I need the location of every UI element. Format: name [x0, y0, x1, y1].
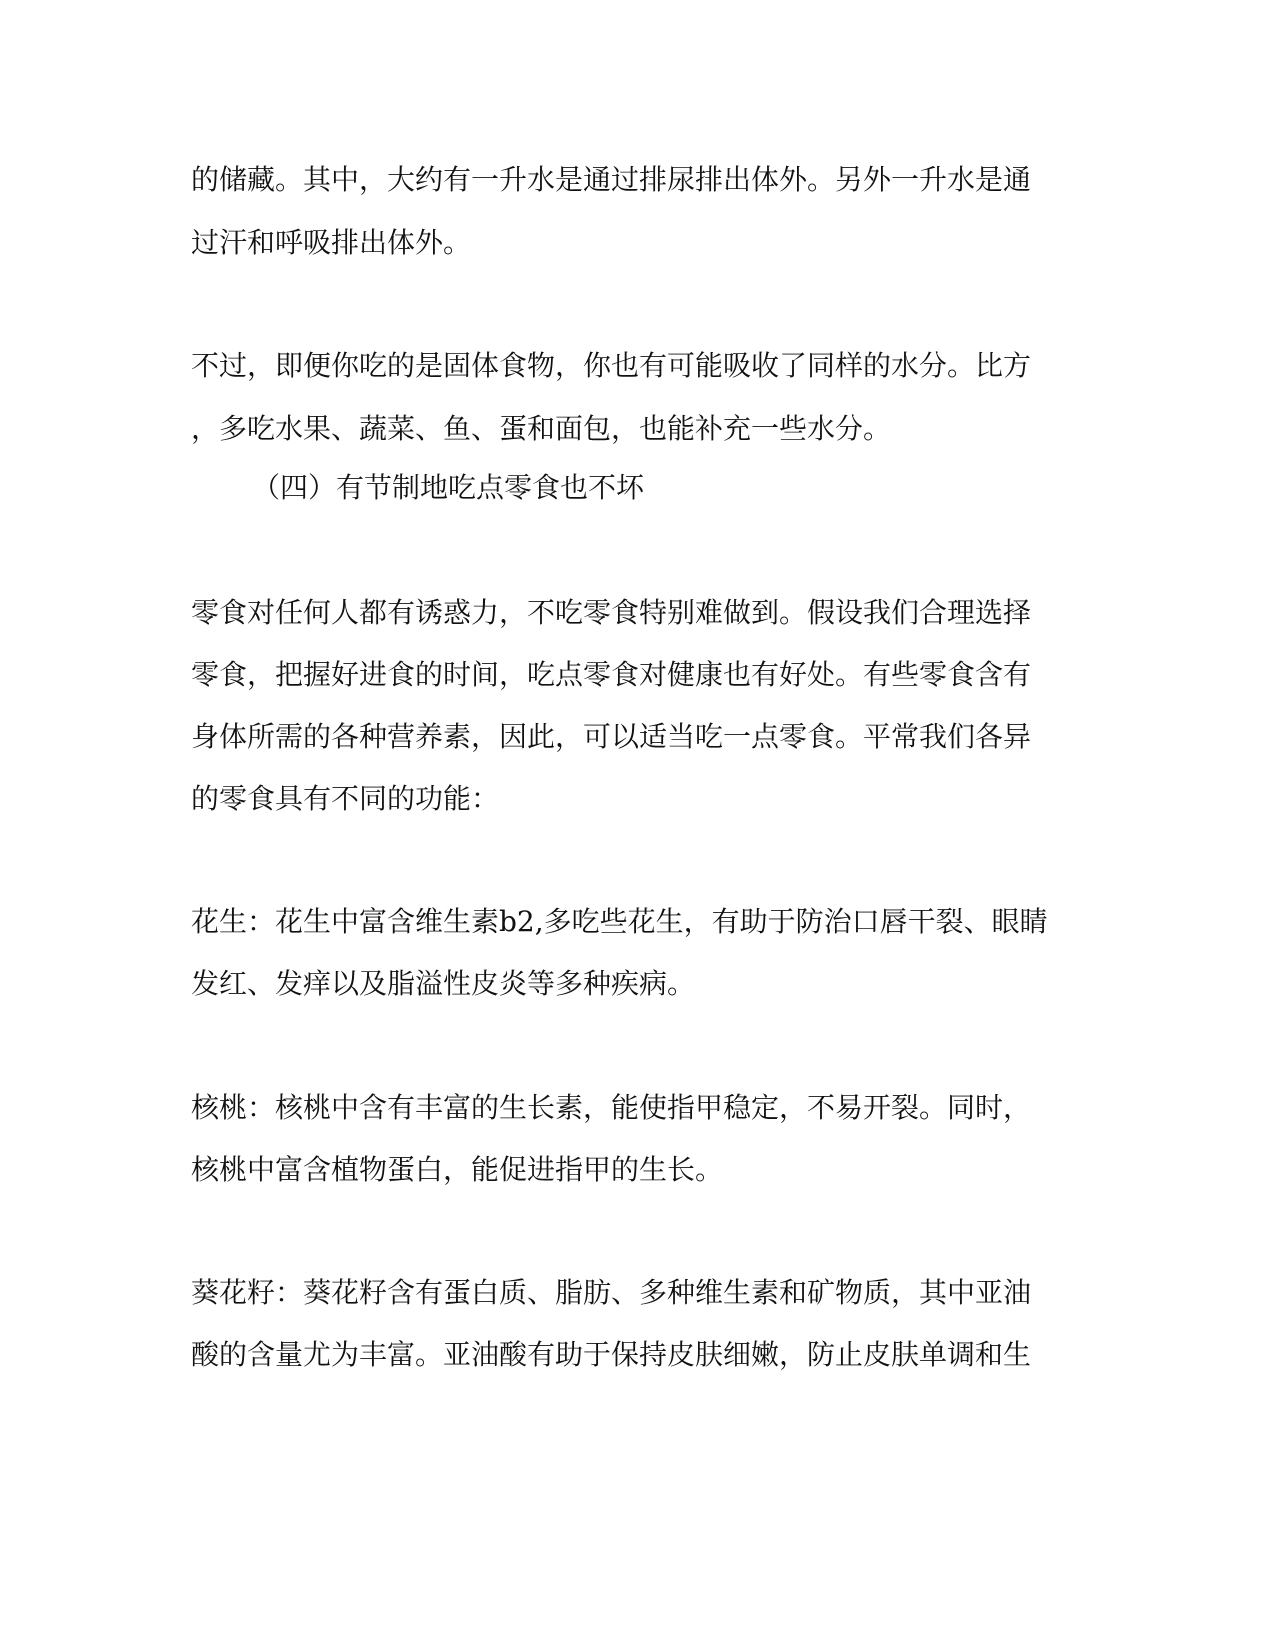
text-line: 零食，把握好进食的时间，吃点零食对健康也有好处。有些零食含有 [191, 658, 1032, 691]
text-line: 零食对任何人都有诱惑力，不吃零食特别难做到。假设我们合理选择 [191, 596, 1032, 629]
text-line: 核桃：核桃中含有丰富的生长素，能使指甲稳定，不易开裂。同时， [191, 1091, 1032, 1124]
text-line: 过汗和呼吸排出体外。 [191, 226, 472, 259]
text-line: 花生：花生中富含维生素b2,多吃些花生，有助于防治口唇干裂、眼睛 [191, 905, 1048, 938]
text-line: 不过，即便你吃的是固体食物，你也有可能吸收了同样的水分。比方 [191, 349, 1032, 382]
text-line: 身体所需的各种营养素，因此，可以适当吃一点零食。平常我们各异 [191, 720, 1032, 753]
text-line: 葵花籽：葵花籽含有蛋白质、脂肪、多种维生素和矿物质，其中亚油 [191, 1276, 1032, 1309]
text-line: 发红、发痒以及脂溢性皮炎等多种疾病。 [191, 967, 696, 1000]
text-line: 的零食具有不同的功能： [191, 782, 500, 815]
text-line: ，多吃水果、蔬菜、鱼、蛋和面包，也能补充一些水分。 [191, 412, 892, 445]
text-line: 核桃中富含植物蛋白，能促进指甲的生长。 [191, 1153, 724, 1186]
section-heading: （四）有节制地吃点零食也不坏 [252, 471, 645, 504]
text-line: 的储藏。其中，大约有一升水是通过排尿排出体外。另外一升水是通 [191, 163, 1032, 196]
text-line: 酸的含量尤为丰富。亚油酸有助于保持皮肤细嫩，防止皮肤单调和生 [191, 1338, 1032, 1371]
